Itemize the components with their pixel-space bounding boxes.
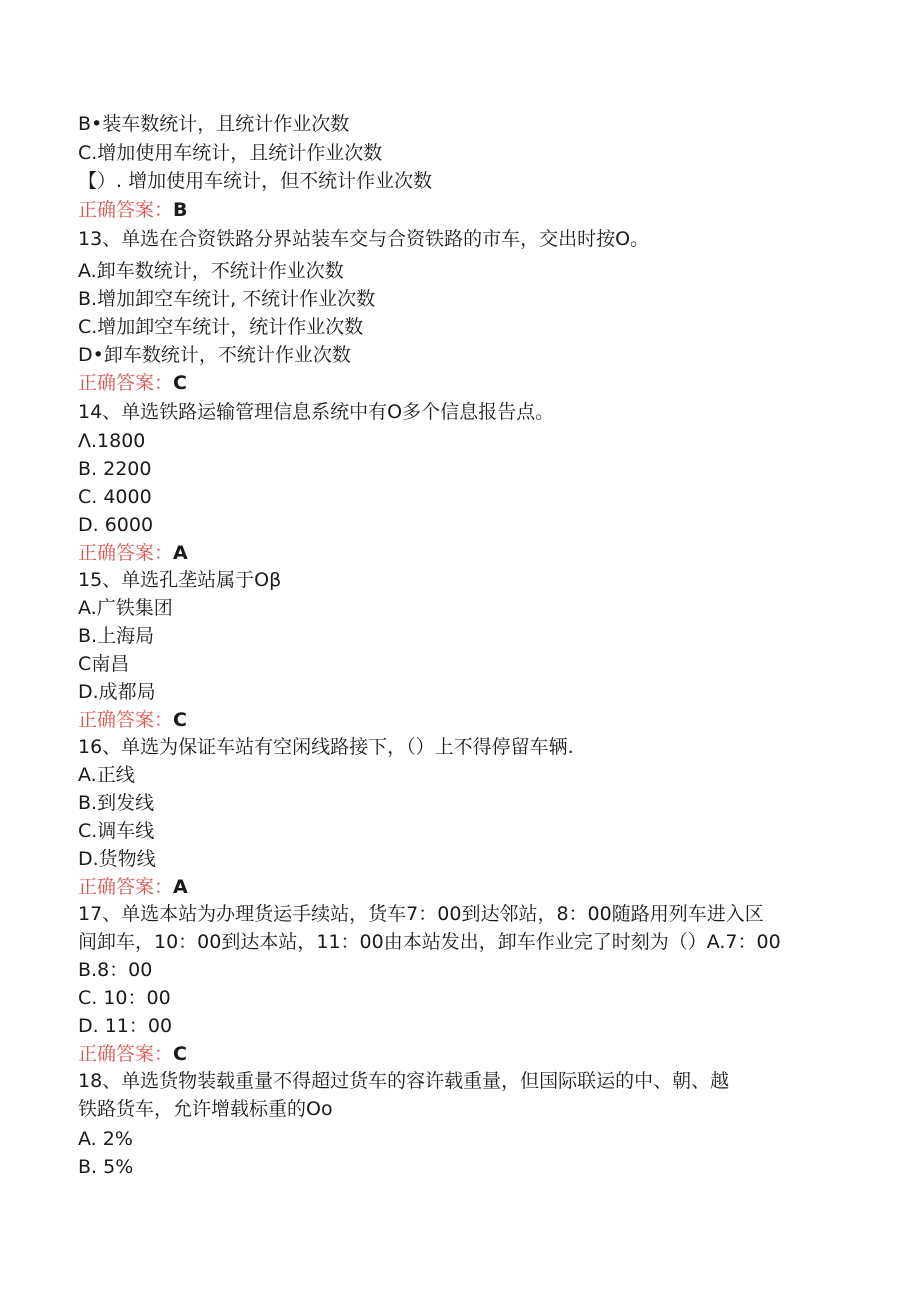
option-line: C.增加使用车统计，且统计作业次数 — [78, 142, 383, 164]
option-line: B. 5% — [78, 1156, 134, 1178]
option-line: Λ.1800 — [78, 430, 146, 452]
answer-label: 正确答案： — [78, 876, 174, 898]
question-line: 15、单选孔垄站属于Oβ — [78, 569, 282, 591]
question-line: 18、单选货物装载重量不得超过货车的容许载重量，但国际联运的中、朝、越 — [78, 1070, 730, 1092]
answer-line — [78, 370, 187, 396]
answer-label: 正确答案： — [78, 542, 174, 564]
question-line: 间卸车，10：00到达本站，11：00由本站发出，卸车作业完了时刻为（）A.7：00 — [78, 931, 781, 953]
answer-line — [78, 1041, 187, 1067]
answer-label: 正确答案： — [78, 709, 174, 731]
answer-value: C — [173, 1043, 187, 1065]
option-line: C.增加卸空车统计，统计作业次数 — [78, 316, 364, 338]
question-line: 16、单选为保证车站有空闲线路接下，（）上不得停留车辆. — [78, 736, 574, 758]
answer-line — [78, 707, 187, 733]
option-line: D.货物线 — [78, 848, 156, 870]
option-line: B.上海局 — [78, 625, 155, 647]
question-line: 13、单选在合资铁路分界站装车交与合资铁路的市车，交出时按O。 — [78, 228, 650, 250]
answer-value: A — [173, 876, 188, 898]
option-line: 【）. 增加使用车统计，但不统计作业次数 — [78, 170, 433, 192]
answer-label: 正确答案： — [78, 199, 174, 221]
option-line: B. 2200 — [78, 458, 152, 480]
answer-line — [78, 540, 188, 566]
option-line: B.8：00 — [78, 959, 153, 981]
answer-label: 正确答案： — [78, 372, 174, 394]
answer-label: 正确答案： — [78, 1043, 174, 1065]
option-line: D. 11：00 — [78, 1015, 173, 1037]
question-line: 铁路货车，允许增载标重的Oo — [78, 1098, 333, 1120]
answer-line — [78, 874, 188, 900]
option-line: A.广铁集团 — [78, 597, 173, 619]
option-line: A. 2% — [78, 1128, 133, 1150]
option-line: A.卸车数统计，不统计作业次数 — [78, 260, 344, 282]
option-line: B•装车数统计，且统计作业次数 — [78, 113, 350, 135]
question-line: 14、单选铁路运输管理信息系统中有O多个信息报告点。 — [78, 401, 555, 423]
option-line: B.增加卸空车统计, 不统计作业次数 — [78, 288, 376, 310]
answer-value: C — [173, 372, 187, 394]
option-line: C. 10：00 — [78, 987, 171, 1009]
option-line: C南昌 — [78, 653, 130, 675]
answer-value: C — [173, 709, 187, 731]
answer-line — [78, 197, 188, 223]
option-line: D.成都局 — [78, 681, 156, 703]
option-line: B.到发线 — [78, 792, 155, 814]
option-line: A.正线 — [78, 764, 135, 786]
option-line: D•卸车数统计，不统计作业次数 — [78, 344, 351, 366]
option-line: C. 4000 — [78, 486, 152, 508]
option-line: C.调车线 — [78, 820, 155, 842]
question-line: 17、单选本站为办理货运手续站，货车7：00到达邻站，8：00随路用列车进入区 — [78, 903, 764, 925]
answer-value: B — [173, 199, 188, 221]
option-line: D. 6000 — [78, 514, 154, 536]
answer-value: A — [173, 542, 188, 564]
